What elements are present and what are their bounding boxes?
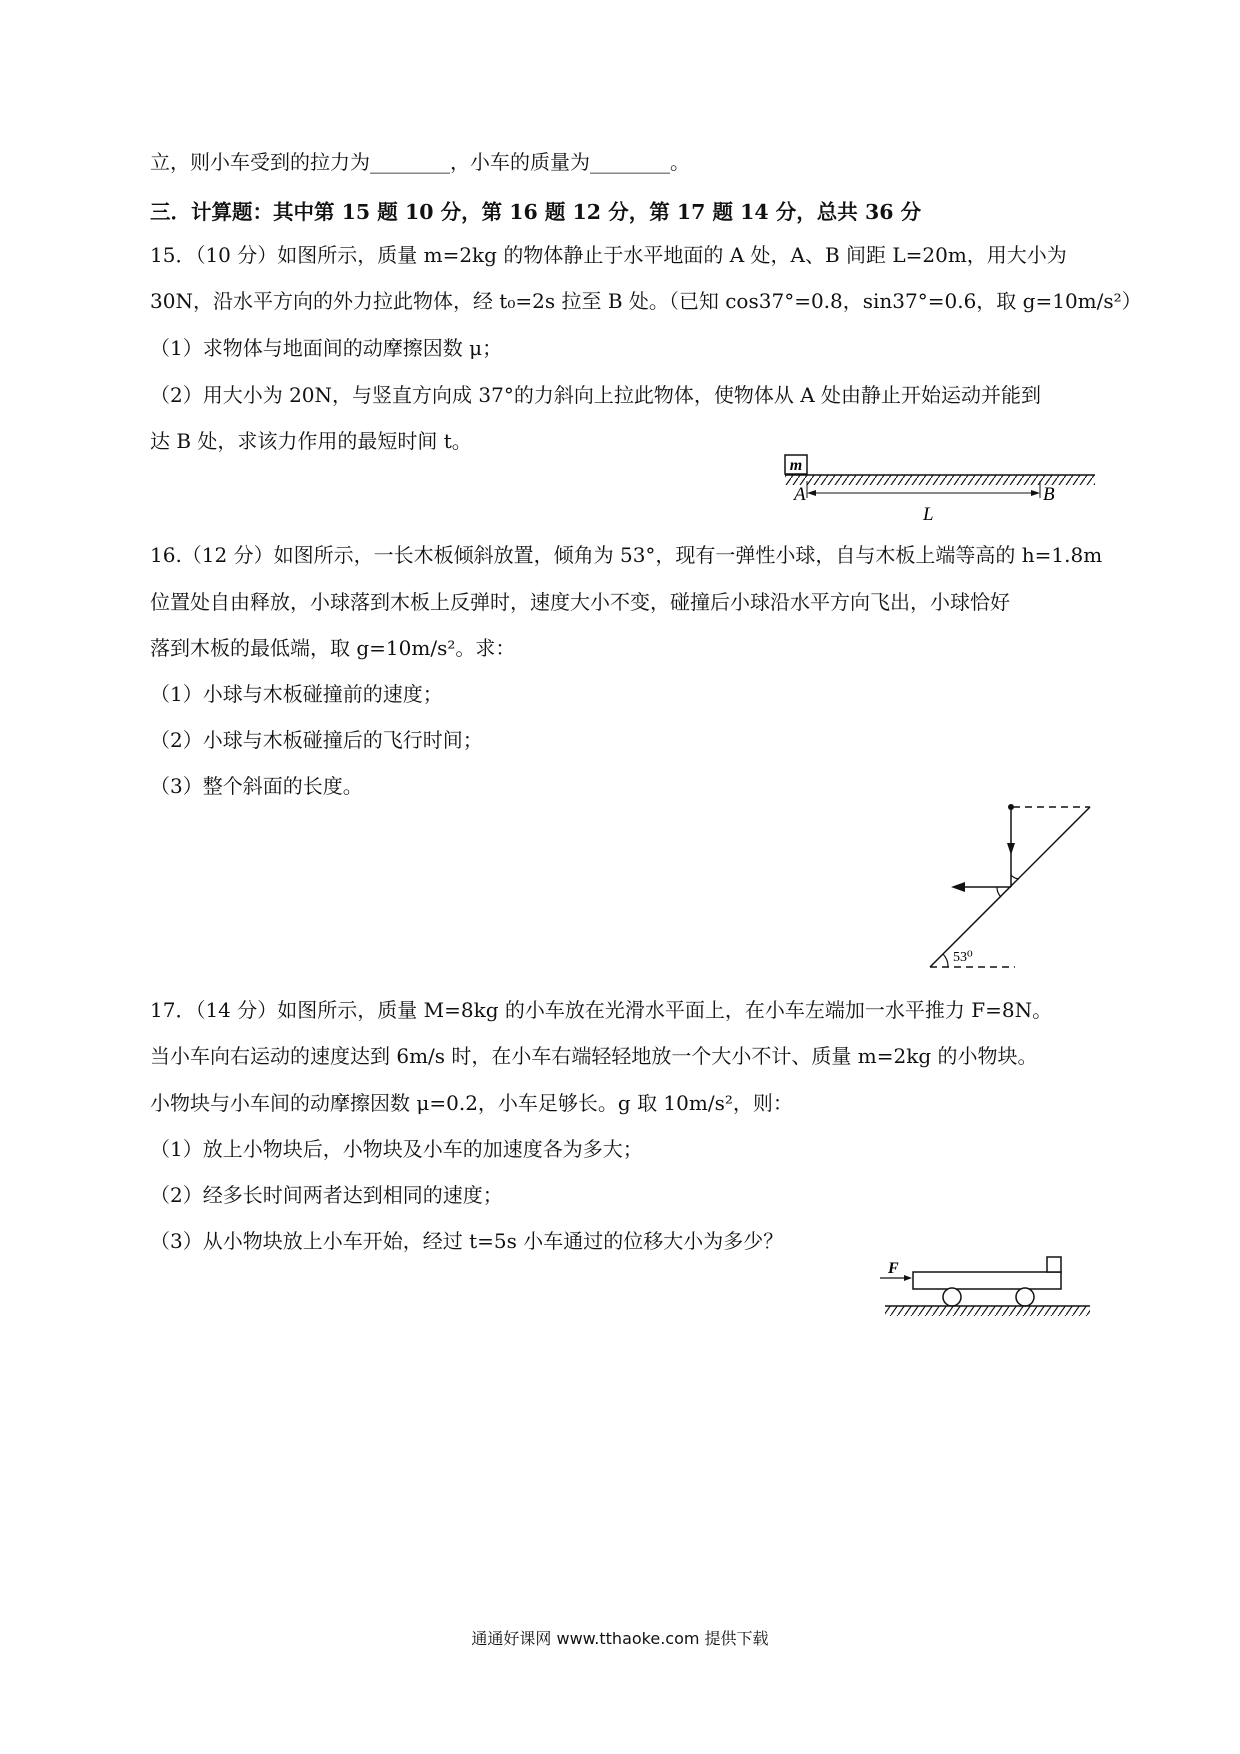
figure-15-block-on-ground: [770, 448, 1110, 538]
distance-label: L: [923, 504, 934, 525]
fall-arrow: [1007, 843, 1015, 855]
figure-17-cart: [870, 1245, 1110, 1325]
text-line: （2）小球与木板碰撞后的飞行时间；: [150, 728, 483, 752]
text-line: 16.（12 分）如图所示，一长木板倾斜放置，倾角为 53°，现有一弹性小球，自与木板上端等高的 h=1.8m: [150, 543, 1103, 567]
text-line: （2）经多长时间两者达到相同的速度；: [150, 1183, 503, 1207]
text-line: 落到木板的最低端，取 g=10m/s²。求：: [150, 636, 516, 660]
text-line: 15．（10 分）如图所示，质量 m=2kg 的物体静止于水平地面的 A 处，A、B 间距 L=20m，用大小为: [150, 243, 1067, 267]
text-line: （1）放上小物块后，小物块及小车的加速度各为多大；: [150, 1137, 643, 1161]
text-line: 当小车向右运动的速度达到 6m/s 时，在小车右端轻轻地放一个大小不计、质量 m=2kg 的小物块。: [150, 1044, 1038, 1068]
text-line: （3）整个斜面的长度。: [150, 774, 363, 798]
angle-arc-top: [1011, 875, 1019, 879]
wheel-right: [1016, 1288, 1034, 1306]
text-line: （2）用大小为 20N，与竖直方向成 37°的力斜向上拉此物体，使物体从 A 处由静止开始运动并能到: [150, 383, 1041, 407]
text-line: 小物块与小车间的动摩擦因数 μ=0.2，小车足够长。g 取 10m/s²，则：: [150, 1091, 793, 1115]
figure-16-inclined-board: [915, 795, 1105, 975]
cart-body: [913, 1272, 1061, 1289]
footer: 通通好课网 www.tthaoke.com 提供下载: [471, 1629, 769, 1648]
text-line: 17．（14 分）如图所示，质量 M=8kg 的小车放在光滑水平面上，在小车左端加一水平推力 F=8N。: [150, 998, 1053, 1022]
cart-end: [1047, 1257, 1061, 1272]
ground-hatch: [885, 1306, 1090, 1316]
text-line: （3）从小物块放上小车开始，经过 t=5s 小车通过的位移大小为多少？: [150, 1229, 784, 1253]
text-line: （1）求物体与地面间的动摩擦因数 μ；: [150, 336, 503, 360]
text-line: （1）小球与木板碰撞前的速度；: [150, 682, 443, 706]
text-line: 立，则小车受到的拉力为________，小车的质量为________。: [150, 150, 690, 174]
text-line: 达 B 处，求该力作用的最短时间 t。: [150, 429, 472, 453]
angle-arc-bottom: [997, 887, 1001, 897]
angle-arc-53: [943, 954, 948, 967]
wheel-left: [943, 1288, 961, 1306]
force-label: F: [888, 1260, 899, 1277]
text-line: 位置处自由释放，小球落到木板上反弹时，速度大小不变，碰撞后小球沿水平方向飞出，小球恰好: [150, 590, 1010, 614]
text-line: 三．计算题：其中第 15 题 10 分，第 16 题 12 分，第 17 题 14 分，总共 36 分: [150, 200, 922, 224]
block-label: m: [789, 457, 803, 474]
text-line: 30N，沿水平方向的外力拉此物体，经 t₀=2s 拉至 B 处。（已知 cos37°=0.8，sin37°=0.6，取 g=10m/s²）: [150, 289, 1142, 313]
point-b-label: B: [1043, 484, 1055, 505]
angle-label: 53⁰: [953, 950, 973, 965]
point-a-label: A: [794, 484, 806, 505]
bounce-arrow: [951, 882, 965, 892]
